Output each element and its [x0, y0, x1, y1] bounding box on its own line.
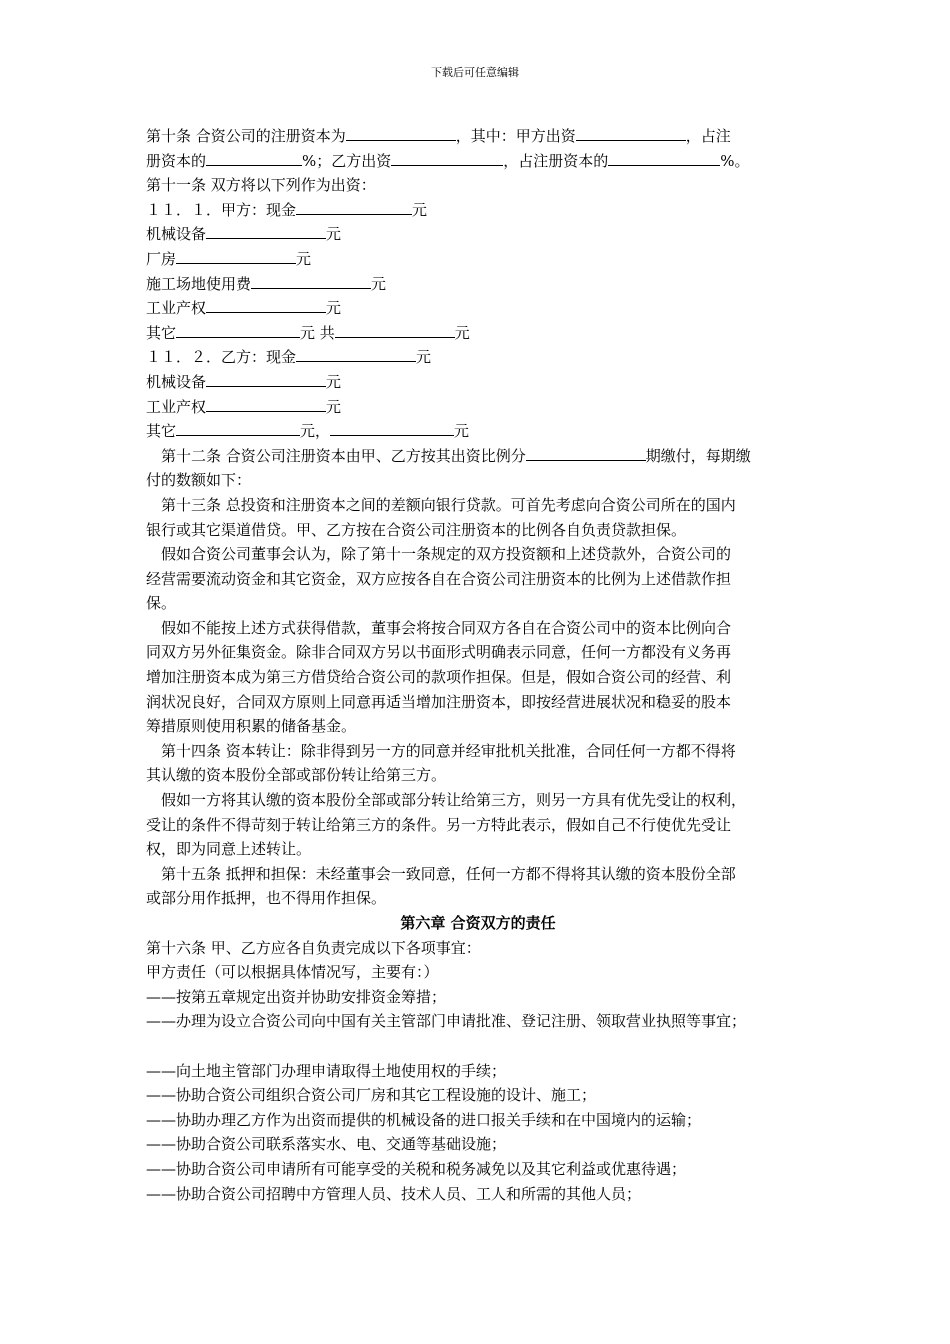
- article-11-1-ip: [146, 296, 810, 321]
- text: 元: [326, 299, 342, 318]
- party-a-responsibilities-title: 甲方责任（可以根据具体情况写，主要有：）: [146, 963, 439, 982]
- text: 第十二条 合资公司注册资本由甲、乙方按其出资比例分: [161, 446, 526, 465]
- text: %。: [720, 151, 750, 170]
- article-11-1-other: [146, 321, 810, 346]
- text: 施工场地使用费: [146, 274, 252, 293]
- blank-field: [206, 150, 302, 166]
- text: 元 共: [300, 323, 335, 342]
- blank-field: [296, 199, 412, 215]
- blank-field: [176, 322, 300, 338]
- list-item: ——向土地主管部门办理申请取得土地使用权的手续；: [146, 1061, 507, 1080]
- article-14-para2-line-2: 受让的条件不得苛刻于转让给第三方的条件。另一方特此表示，假如自己不行使优先受让: [146, 815, 732, 834]
- article-14-line-2: 其认缴的资本股份全部或部份转让给第三方。: [146, 766, 447, 785]
- article-11-1-plant: [146, 247, 810, 272]
- article-11-1-cash: [146, 198, 810, 223]
- article-13-para2-line-2: 经营需要流动资金和其它资金，双方应按各自在合资公司注册资本的比例为上述借款作担: [146, 569, 732, 588]
- page-header: 下载后可任意编辑: [431, 66, 519, 79]
- list-item: ——协助合资公司组织合资公司厂房和其它工程设施的设计、施工；: [146, 1086, 597, 1105]
- text: ，其中：甲方出资: [455, 127, 576, 145]
- list-item: ——协助合资公司联系落实水、电、交通等基础设施；: [146, 1135, 507, 1154]
- article-14-para2-line-1: 假如一方将其认缴的资本股份全部或部分转让给第三方，则另一方具有优先受让的权利，: [161, 791, 747, 810]
- article-13-line-1: 第十三条 总投资和注册资本之间的差额向银行贷款。可首先考虑向合资公司所在的国内: [161, 495, 736, 514]
- blank-field: [346, 125, 456, 141]
- text: 元: [326, 225, 342, 244]
- text: 元: [371, 274, 387, 293]
- blank-field: [526, 445, 646, 461]
- article-13-para3-line-5: 筹措原则使用积累的储备基金。: [146, 717, 357, 736]
- blank-field: [206, 297, 326, 313]
- text: 第十条 合资公司的注册资本为: [146, 127, 346, 145]
- article-11-2-ip: [146, 395, 810, 420]
- text: 工业产权: [146, 299, 207, 318]
- text: %；乙方出资: [302, 151, 392, 170]
- text: ，占注册资本的: [503, 151, 609, 170]
- article-10-line-1: [146, 124, 810, 149]
- list-item: ——按第五章规定出资并协助安排资金筹措；: [146, 987, 447, 1006]
- article-12-line-2: 付的数额如下：: [146, 471, 252, 490]
- text: 元，: [300, 422, 331, 441]
- text: 元: [416, 348, 432, 367]
- text: 厂房: [146, 249, 177, 268]
- blank-field: [335, 322, 455, 338]
- article-13-para3-line-3: 增加注册资本成为第三方借贷给合资公司的款项作担保。但是，假如合资公司的经营、利: [146, 668, 732, 687]
- article-11-2-cash: [146, 345, 810, 370]
- text: 机械设备: [146, 372, 207, 391]
- list-item: ——办理为设立合资公司向中国有关主管部门申请批准、登记注册、领取营业执照等事宜；: [146, 1012, 747, 1031]
- blank-field: [608, 150, 720, 166]
- article-15-line-2: 或部分用作抵押，也不得用作担保。: [146, 889, 387, 908]
- chapter-6-heading: 第六章 合资双方的责任: [400, 914, 556, 932]
- article-12-line-1: [146, 444, 810, 469]
- article-11-title: 第十一条 双方将以下列作为出资：: [146, 176, 376, 195]
- blank-field: [330, 420, 454, 436]
- blank-field: [176, 248, 296, 264]
- text: 元: [454, 422, 470, 441]
- blank-field: [391, 150, 503, 166]
- text: ，占注: [685, 127, 731, 145]
- text: 期缴付，每期缴: [645, 446, 751, 465]
- list-item: ——协助合资公司申请所有可能享受的关税和税务减免以及其它利益或优惠待遇；: [146, 1159, 687, 1178]
- blank-field: [176, 420, 300, 436]
- text: 元: [326, 372, 342, 391]
- text: 其它: [146, 323, 177, 342]
- text: 元: [454, 323, 470, 342]
- list-item: ——协助合资公司招聘中方管理人员、技术人员、工人和所需的其他人员；: [146, 1184, 642, 1203]
- article-13-line-2: 银行或其它渠道借贷。甲、乙方按在合资公司注册资本的比例各自负责贷款担保。: [146, 520, 687, 539]
- article-15-line-1: 第十五条 抵押和担保：未经董事会一致同意，任何一方都不得将其认缴的资本股份全部: [161, 864, 736, 883]
- text: 工业产权: [146, 397, 207, 416]
- article-11-1-land-fee: [146, 272, 810, 297]
- blank-field: [576, 125, 686, 141]
- text: １１．１．甲方：现金: [146, 200, 297, 219]
- article-16-title: 第十六条 甲、乙方应各自负责完成以下各项事宜：: [146, 938, 481, 957]
- blank-field: [296, 346, 416, 362]
- article-11-2-other: [146, 419, 810, 444]
- article-10-line-2: [146, 149, 810, 174]
- article-14-line-1: 第十四条 资本转让：除非得到另一方的同意并经审批机关批准，合同任何一方都不得将: [161, 741, 736, 760]
- blank-field: [206, 223, 326, 239]
- article-14-para2-line-3: 权，即为同意上述转让。: [146, 840, 312, 859]
- text: １１．２．乙方：现金: [146, 348, 297, 367]
- article-13-para3-line-4: 润状况良好，合同双方原则上同意再适当增加注册资本，即按经营进展状况和稳妥的股本: [146, 692, 732, 711]
- article-13-para2-line-3: 保。: [146, 594, 177, 613]
- blank-line: [146, 1034, 810, 1059]
- document-body: [146, 124, 810, 1206]
- article-11-1-machinery: [146, 222, 810, 247]
- list-item: ——协助办理乙方作为出资而提供的机械设备的进口报关手续和在中国境内的运输；: [146, 1110, 702, 1129]
- text: 其它: [146, 422, 177, 441]
- text: 机械设备: [146, 225, 207, 244]
- text: 元: [296, 249, 312, 268]
- article-13-para3-line-2: 同双方另外征集资金。除非合同双方另以书面形式明确表示同意，任何一方都没有义务再: [146, 643, 732, 662]
- article-13-para2-line-1: 假如合资公司董事会认为，除了第十一条规定的双方投资额和上述贷款外，合资公司的: [161, 545, 732, 564]
- article-13-para3-line-1: 假如不能按上述方式获得借款，董事会将按合同双方各自在合资公司中的资本比例向合: [161, 618, 732, 637]
- text: 册资本的: [146, 151, 207, 170]
- blank-field: [206, 396, 326, 412]
- article-11-2-machinery: [146, 370, 810, 395]
- text: 元: [326, 397, 342, 416]
- text: 元: [412, 200, 428, 219]
- blank-field: [206, 371, 326, 387]
- blank-field: [251, 273, 371, 289]
